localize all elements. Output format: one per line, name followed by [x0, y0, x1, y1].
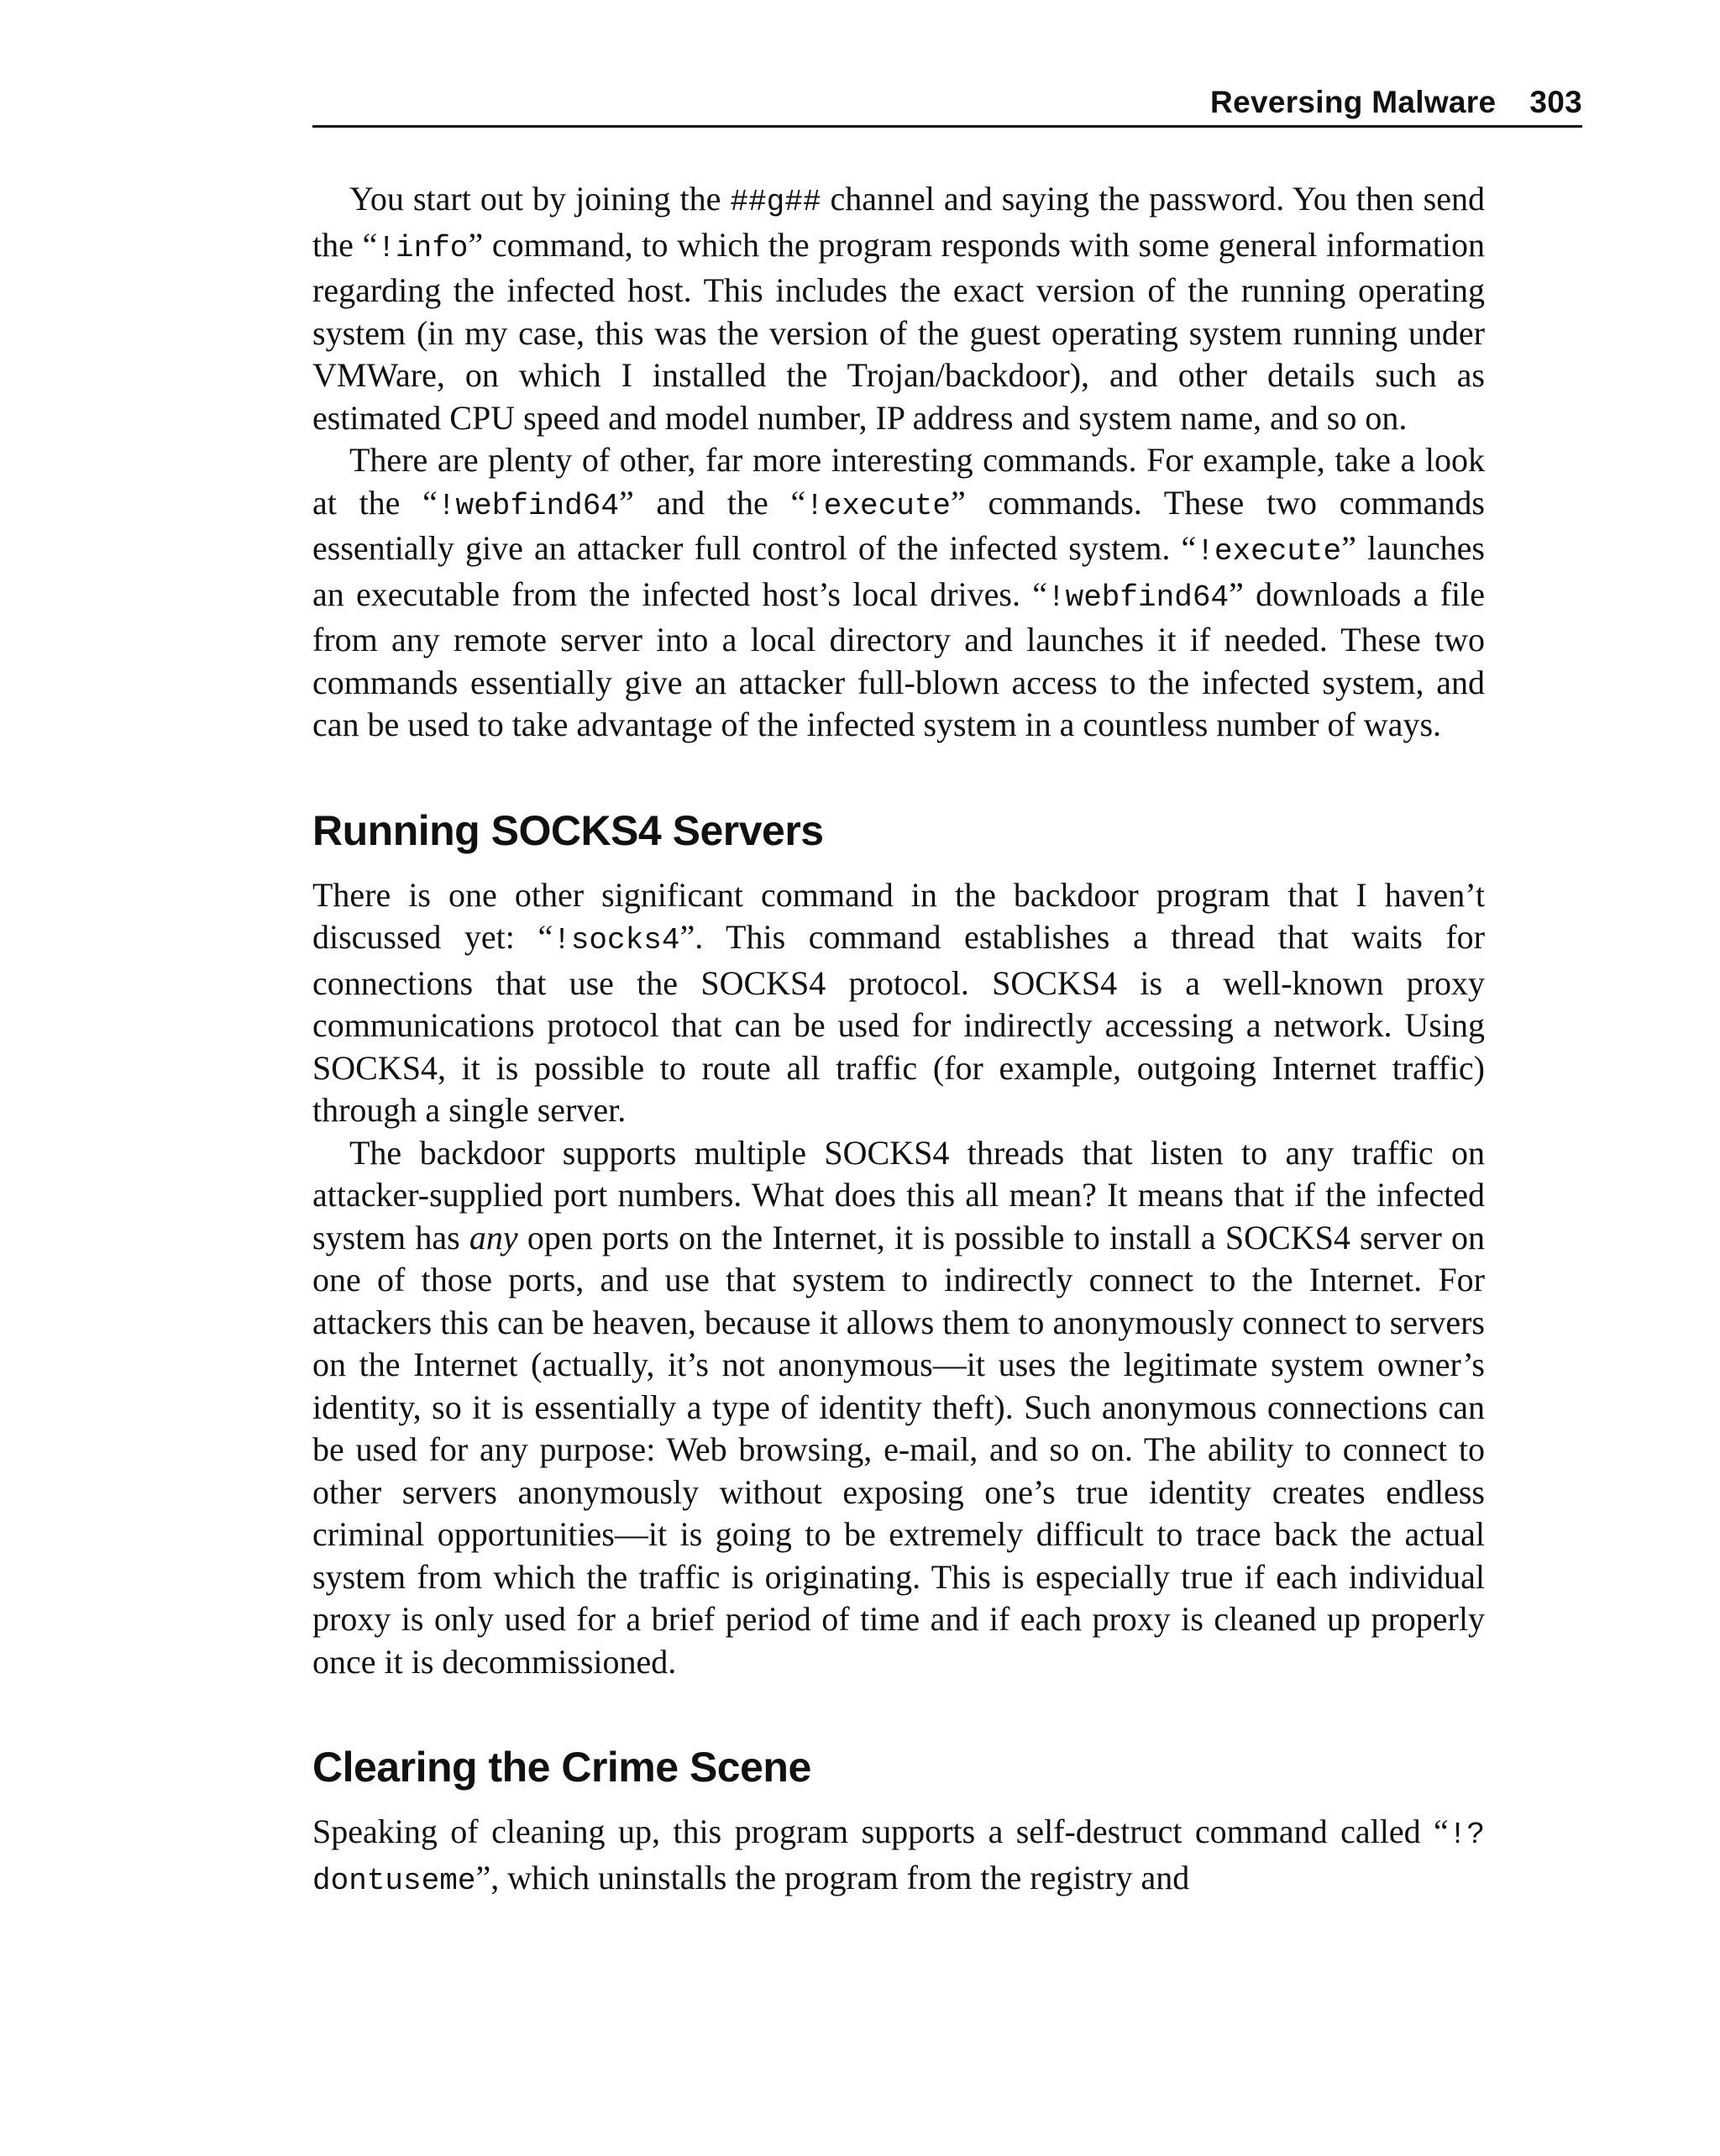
- inline-code: !execute: [1196, 534, 1342, 569]
- paragraph-2: [312, 439, 1485, 747]
- paragraph-4: [312, 1132, 1485, 1684]
- page-header: [312, 77, 1582, 128]
- text-run: The backdoor supports multiple SOCKS4 threads that listen to any traffic on attacker-supplied port numbers. What does this all mean? It means that if the infected system has: [312, 1133, 1485, 1256]
- text-run: ”. This command establishes a thread that waits for connections that use the SOCKS4 protocol. SOCKS4 is a well-known proxy communications protocol that can be used for indirectly accessing a network. Using SOCKS4, it is possible to route all traffic (for example, outgoing Internet traffic) through a single server.: [312, 918, 1485, 1129]
- paragraph-3: [312, 874, 1485, 1132]
- text-run: There is one other significant command in the backdoor program that I haven’t discussed yet: “: [312, 875, 1485, 956]
- text-run: Speaking of cleaning up, this program supports a self-destruct command called “: [312, 1812, 1449, 1850]
- section-heading-socks4: Running SOCKS4 Servers: [312, 806, 824, 854]
- text-run: ” launches an executable from the infected host’s local drives. “: [312, 529, 1485, 613]
- running-head: [1210, 85, 1582, 120]
- body-text: [312, 178, 1485, 1902]
- inline-code: ##g##: [730, 185, 821, 219]
- emphasis: any: [469, 1218, 518, 1256]
- inline-code: !webfind64: [1047, 580, 1230, 615]
- inline-code: !socks4: [553, 923, 680, 957]
- text-run: You start out by joining the: [349, 180, 731, 218]
- inline-code: !?dontuseme: [312, 1818, 1485, 1898]
- paragraph-1: [312, 178, 1485, 439]
- running-head-title: Reversing Malware: [1210, 85, 1497, 119]
- inline-code: !webfind64: [437, 488, 619, 523]
- text-run: ” downloads a file from any remote server into a local directory and launches it if needed. These two commands essentially give an attacker full-blown access to the infected system, and can be used to take advantage of the infected system in a countless number of ways.: [312, 574, 1486, 743]
- text-run: ” commands. These two commands essentially give an attacker full control of the infected system. “: [312, 483, 1485, 567]
- text-run: There are plenty of other, far more interesting commands. For example, take a look at the “: [312, 441, 1485, 522]
- section-heading-crime-scene: Clearing the Crime Scene: [312, 1744, 811, 1791]
- text-run: ”, which uninstalls the program from the registry and: [475, 1858, 1190, 1896]
- inline-code: !execute: [805, 488, 952, 523]
- text-run: open ports on the Internet, it is possible to install a SOCKS4 server on one of those ports, and use that system to indirectly connect to the Internet. For attackers this can be heaven, because it allows them to anonymously connect to servers on the Internet (actually, it’s not anonymous—it uses the legitimate system owner’s identity, so it is essentially a type of identity theft). Such anonymous connections can be used for any purpose: Web browsing, e-mail, and so on. The ability to connect to other servers anonymously without exposing one’s true identity creates endless criminal opportunities—it is going to be extremely difficult to trace back the actual system from which the traffic is originating. This is especially true if each individual proxy is only used for a brief period of time and if each proxy is cleaned up properly once it is decommissioned.: [312, 1218, 1485, 1681]
- text-run: channel and saying the password. You then send the “: [312, 180, 1485, 264]
- page-number: 303: [1529, 85, 1582, 119]
- inline-code: !info: [377, 230, 469, 265]
- text-run: ” command, to which the program responds with some general information regarding the infected host. This includes the exact version of the running operating system (in my case, this was the version of the guest operating system running under VMWare, on which I installed the Trojan/backdoor), and other details such as estimated CPU speed and model number, IP address and system name, and so on.: [312, 225, 1486, 437]
- text-run: ” and the “: [618, 483, 806, 522]
- paragraph-5: [312, 1811, 1485, 1902]
